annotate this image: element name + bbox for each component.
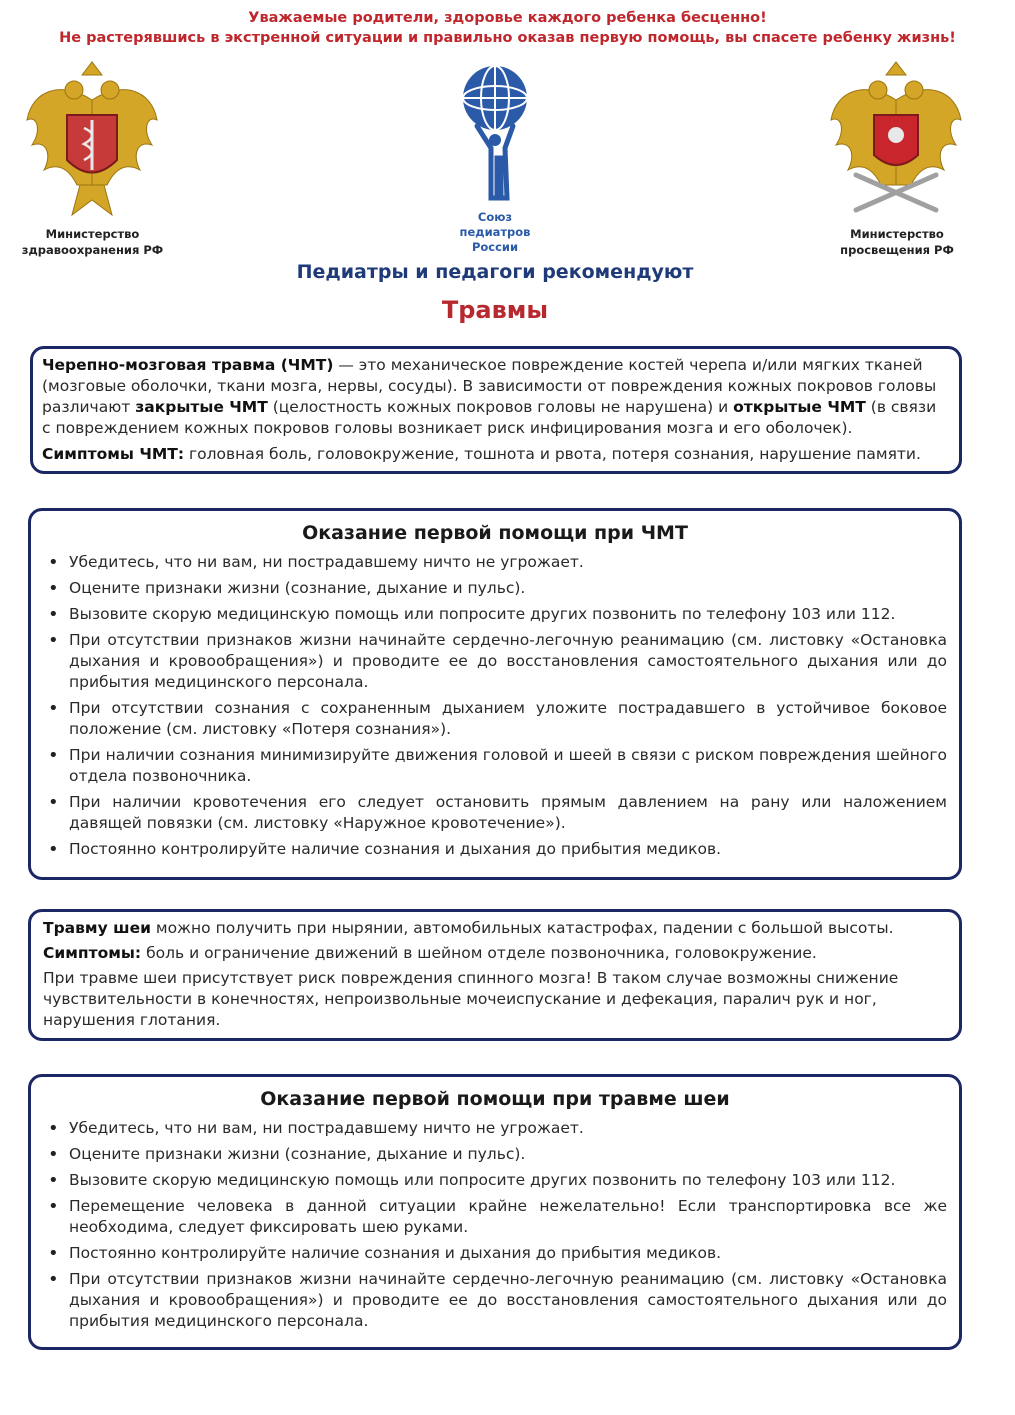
neck-def-text: можно получить при нырянии, автомобильных катастрофах, падении с большой высоты. bbox=[150, 919, 894, 937]
neck-first-aid-list bbox=[43, 1118, 947, 1332]
list-item: • Оцените признаки жизни (сознание, дыхание и пульс). bbox=[43, 1144, 947, 1165]
tbi-symptoms-text: головная боль, головокружение, тошнота и рвота, потеря сознания, нарушение памяти. bbox=[184, 445, 921, 463]
neck-term: Травму шеи bbox=[43, 919, 151, 937]
tbi-symptoms-label: Симптомы ЧМТ: bbox=[42, 445, 185, 463]
neck-definition bbox=[43, 918, 947, 939]
ministry-education-emblem-icon bbox=[826, 60, 966, 220]
tbi-definition bbox=[42, 355, 949, 439]
list-item: • При наличии кровотечения его следует остановить прямым давлением на рану или наложением давящей повязки (см. листовку «Наружное кровотечение»). bbox=[43, 792, 947, 834]
pediatricians-union-logo-icon bbox=[455, 58, 535, 208]
page-title: Травмы bbox=[441, 296, 549, 324]
org-caption-line: педиатров bbox=[459, 225, 531, 239]
ministry-health-emblem-icon bbox=[22, 60, 162, 220]
tbi-symptoms bbox=[42, 444, 949, 465]
tbi-def-part: (целостность кожных покровов головы не нарушена) и bbox=[267, 398, 734, 416]
list-item: • При отсутствии сознания с сохраненным дыханием уложите пострадавшего в устойчивое боковое положение (см. листовку «Потеря сознания»). bbox=[43, 698, 947, 740]
org-caption-education bbox=[822, 226, 972, 258]
tbi-definition-box bbox=[30, 346, 962, 474]
neck-symptoms-label: Симптомы: bbox=[43, 944, 142, 962]
org-caption-line: России bbox=[471, 240, 519, 254]
list-item: • Перемещение человека в данной ситуации крайне нежелательно! Если транспортировка все же необходима, следует фиксировать шею руками. bbox=[43, 1196, 947, 1238]
tbi-closed-term: закрытые ЧМТ bbox=[135, 398, 268, 416]
list-item: • Постоянно контролируйте наличие сознания и дыхания до прибытия медиков. bbox=[43, 839, 947, 860]
list-item: • При отсутствии признаков жизни начинайте сердечно-легочную реанимацию (см. листовку «Остановка дыхания и кровообращения») и проводите ее до восстановления самостоятельного дыхания или до прибытия медицинского персонала. bbox=[43, 630, 947, 693]
banner-line-2: Не растерявшись в экстренной ситуации и правильно оказав первую помощь, вы спасете ребенку жизнь! bbox=[59, 30, 956, 46]
tbi-first-aid-box bbox=[28, 508, 962, 880]
org-caption-health bbox=[10, 226, 175, 258]
list-item: • Вызовите скорую медицинскую помощь или попросите других позвонить по телефону 103 или 112. bbox=[43, 1170, 947, 1191]
tbi-def-part: — это механическое повреждение костей черепа и/или мягких тканей (мозговые оболочки, ткани мозга, нервы, сосуды). В зависимости от повреждения кожных покровов головы различают bbox=[42, 356, 937, 416]
org-caption-union bbox=[440, 210, 550, 255]
org-caption-line: Министерство bbox=[45, 227, 140, 241]
org-caption-line: здравоохранения РФ bbox=[21, 243, 164, 257]
org-caption-line: Союз bbox=[477, 210, 513, 224]
list-item: • Убедитесь, что ни вам, ни пострадавшему ничто не угрожает. bbox=[43, 552, 947, 573]
list-item: • Оцените признаки жизни (сознание, дыхание и пульс). bbox=[43, 578, 947, 599]
banner-line-1: Уважаемые родители, здоровье каждого ребенка бесценно! bbox=[248, 10, 767, 26]
neck-symptoms-text: боль и ограничение движений в шейном отделе позвоночника, головокружение. bbox=[141, 944, 817, 962]
tbi-open-term: открытые ЧМТ bbox=[733, 398, 866, 416]
top-banner bbox=[0, 8, 1015, 48]
tbi-first-aid-list bbox=[43, 552, 947, 860]
list-item: • Убедитесь, что ни вам, ни пострадавшему ничто не угрожает. bbox=[43, 1118, 947, 1139]
neck-symptoms bbox=[43, 943, 947, 964]
tbi-term: Черепно-мозговая травма (ЧМТ) bbox=[42, 356, 334, 374]
org-caption-line: Министерство bbox=[850, 227, 944, 241]
neck-injury-box bbox=[28, 909, 962, 1041]
neck-first-aid-heading: Оказание первой помощи при травме шеи bbox=[260, 1088, 730, 1110]
tbi-first-aid-heading: Оказание первой помощи при ЧМТ bbox=[302, 522, 688, 544]
neck-risk: При травме шеи присутствует риск повреждения спинного мозга! В таком случае возможны снижение чувствительности в конечностях, непроизвольные мочеиспускание и дефекация, паралич рук и ног, нарушения глотания. bbox=[43, 969, 899, 1029]
list-item: • При отсутствии признаков жизни начинайте сердечно-легочную реанимацию (см. листовку «Остановка дыхания и кровообращения») и проводите ее до восстановления самостоятельного дыхания или до прибытия медицинского персонала. bbox=[43, 1269, 947, 1332]
list-item: • При наличии сознания минимизируйте движения головой и шеей в связи с риском повреждения шейного отдела позвоночника. bbox=[43, 745, 947, 787]
tbi-def-part: (в связи с повреждением кожных покровов головы возникает риск инфицирования мозга и его оболочек). bbox=[42, 398, 937, 437]
list-item: • Постоянно контролируйте наличие сознания и дыхания до прибытия медиков. bbox=[43, 1243, 947, 1264]
org-caption-line: просвещения РФ bbox=[840, 243, 954, 257]
neck-first-aid-box bbox=[28, 1074, 962, 1350]
list-item: • Вызовите скорую медицинскую помощь или попросите других позвонить по телефону 103 или 112. bbox=[43, 604, 947, 625]
page-subtitle: Педиатры и педагоги рекомендуют bbox=[296, 261, 694, 283]
